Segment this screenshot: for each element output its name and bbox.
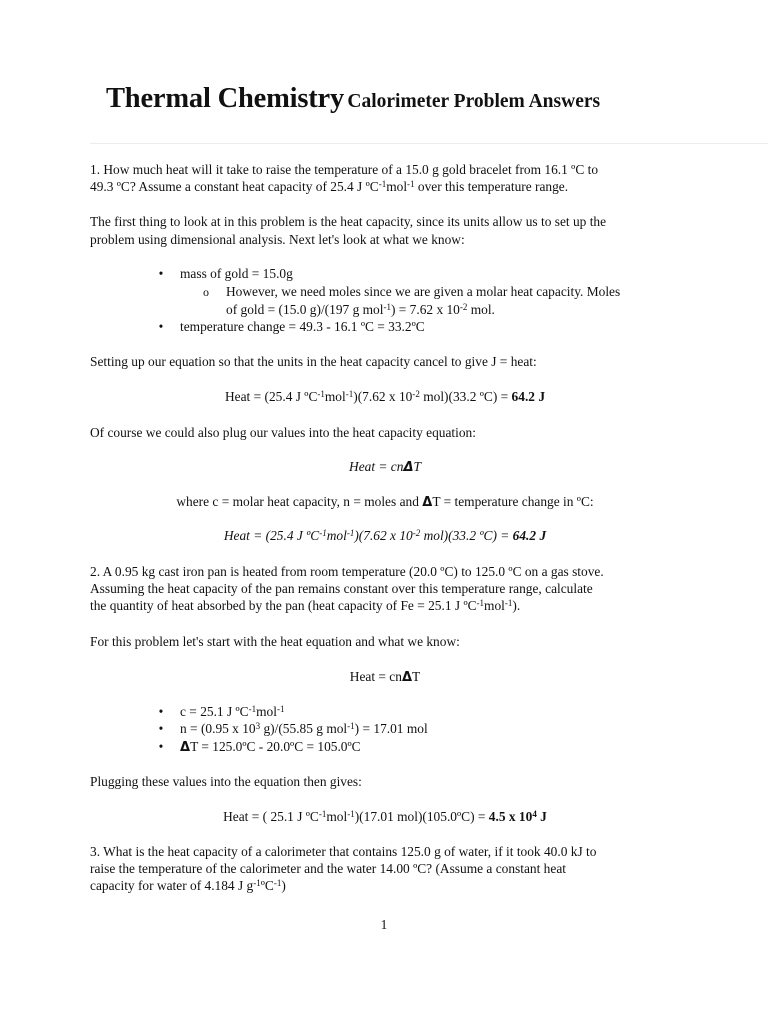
delta-symbol: Δ bbox=[422, 495, 433, 510]
delta-symbol: Δ bbox=[401, 670, 413, 685]
title-divider bbox=[90, 143, 768, 144]
paragraph-4-definitions: where c = molar heat capacity, n = moles and ΔT = temperature change in ºC: bbox=[176, 494, 594, 510]
equation-heat-formula-2: Heat = cnΔT bbox=[349, 669, 421, 685]
list-item-c-value: c = 25.1 J ºC$^{-1}$mol$^{-1}$ bbox=[180, 704, 285, 719]
paragraph-5: For this problem let's start with the heat equation and what we know: bbox=[90, 634, 460, 649]
bullet-marker: • bbox=[158, 721, 164, 736]
question-3-line-2: raise the temperature of the calorimeter and the water 14.00 ºC? (Assume a constant heat bbox=[90, 861, 566, 876]
bullet-marker: • bbox=[158, 739, 164, 754]
paragraph-1-line-1: The first thing to look at in this problem is the heat capacity, since its units allow us to set up the bbox=[90, 214, 607, 229]
equation-3: Heat = (25.4 J ºC$^{-1}$mol$^{-1}$)(7.62 x $10^{-2}$ mol)(33.2 ºC) = 64.2 J bbox=[223, 528, 547, 543]
equation-3-result: 64.2 J bbox=[512, 528, 547, 543]
paragraph-2: Setting up our equation so that the units in the heat capacity cancel to give J = heat: bbox=[90, 354, 537, 369]
question-2-line-1: 2. A 0.95 kg cast iron pan is heated from room temperature (20.0 ºC) to 125.0 ºC on a gas stove. bbox=[90, 564, 604, 579]
paragraph-3: Of course we could also plug our values into the heat capacity equation: bbox=[90, 425, 476, 440]
equation-1: Heat = (25.4 J ºC$^{-1}$mol$^{-1}$)(7.62 x $10^{-2}$ mol)(33.2 ºC) = 64.2 J bbox=[224, 389, 546, 404]
paragraph-1-line-2: problem using dimensional analysis. Next let's look at what we know: bbox=[90, 232, 465, 247]
bullet-marker: • bbox=[158, 704, 164, 719]
title-subtitle: Calorimeter Problem Answers bbox=[347, 91, 601, 112]
question-3-line-1: 3. What is the heat capacity of a calorimeter that contains 125.0 g of water, if it took 40.0 kJ to bbox=[90, 844, 597, 859]
delta-symbol: Δ bbox=[403, 460, 414, 475]
equation-5: Heat = ( 25.1 J ºC$^{-1}$mol$^{-1}$)(17.01 mol)(105.0ºC) = 4.5 x $10^4$ J bbox=[223, 809, 547, 824]
title-main: Thermal Chemistry bbox=[106, 83, 345, 114]
list-item-delta-t-value: ΔT = 125.0ºC - 20.0ºC = 105.0ºC bbox=[180, 739, 361, 755]
bullet-marker: • bbox=[158, 266, 164, 281]
list-item-temperature-change: temperature change = 49.3 - 16.1 ºC = 33.2ºC bbox=[180, 319, 425, 334]
sub-bullet-marker: o bbox=[203, 285, 209, 299]
delta-symbol: Δ bbox=[180, 740, 191, 755]
question-1-line-1: 1. How much heat will it take to raise the temperature of a 15.0 g gold bracelet from 16.1 ºC to bbox=[90, 162, 599, 177]
page-title bbox=[106, 83, 601, 114]
sub-list-item-moles-line-2: of gold = (15.0 g)/(197 g mol$^{-1}$) = 7.62 x $10^{-2}$ mol. bbox=[226, 302, 495, 317]
list-item-mass-of-gold: mass of gold = 15.0g bbox=[180, 266, 293, 281]
equation-heat-formula: Heat = cnΔT bbox=[349, 459, 421, 475]
question-3-line-3: capacity for water of 4.184 J $g^{-1}ºC^{-1}$) bbox=[90, 878, 286, 893]
question-2-line-2: Assuming the heat capacity of the pan remains constant over this temperature range, calculate bbox=[90, 581, 593, 596]
sub-list-item-moles-line-1: However, we need moles since we are given a molar heat capacity. Moles bbox=[226, 284, 621, 299]
paragraph-6: Plugging these values into the equation then gives: bbox=[90, 774, 362, 789]
page-number: 1 bbox=[380, 917, 388, 932]
equation-5-result: 4.5 x $10^4$ J bbox=[488, 809, 547, 824]
question-1-line-2: 49.3 ºC? Assume a constant heat capacity of 25.4 J ºC$^{-1}$mol$^{-1}$ over this temperature range. bbox=[90, 179, 569, 194]
question-2-line-3: the quantity of heat absorbed by the pan (heat capacity of Fe = 25.1 J ºC$^{-1}$mol$^{-1}$). bbox=[90, 598, 521, 613]
list-item-n-value: n = (0.95 x $10^3$ g)/(55.85 g mol$^{-1}$) = 17.01 mol bbox=[180, 721, 428, 736]
bullet-marker: • bbox=[158, 319, 164, 334]
equation-1-result: 64.2 J bbox=[511, 389, 546, 404]
